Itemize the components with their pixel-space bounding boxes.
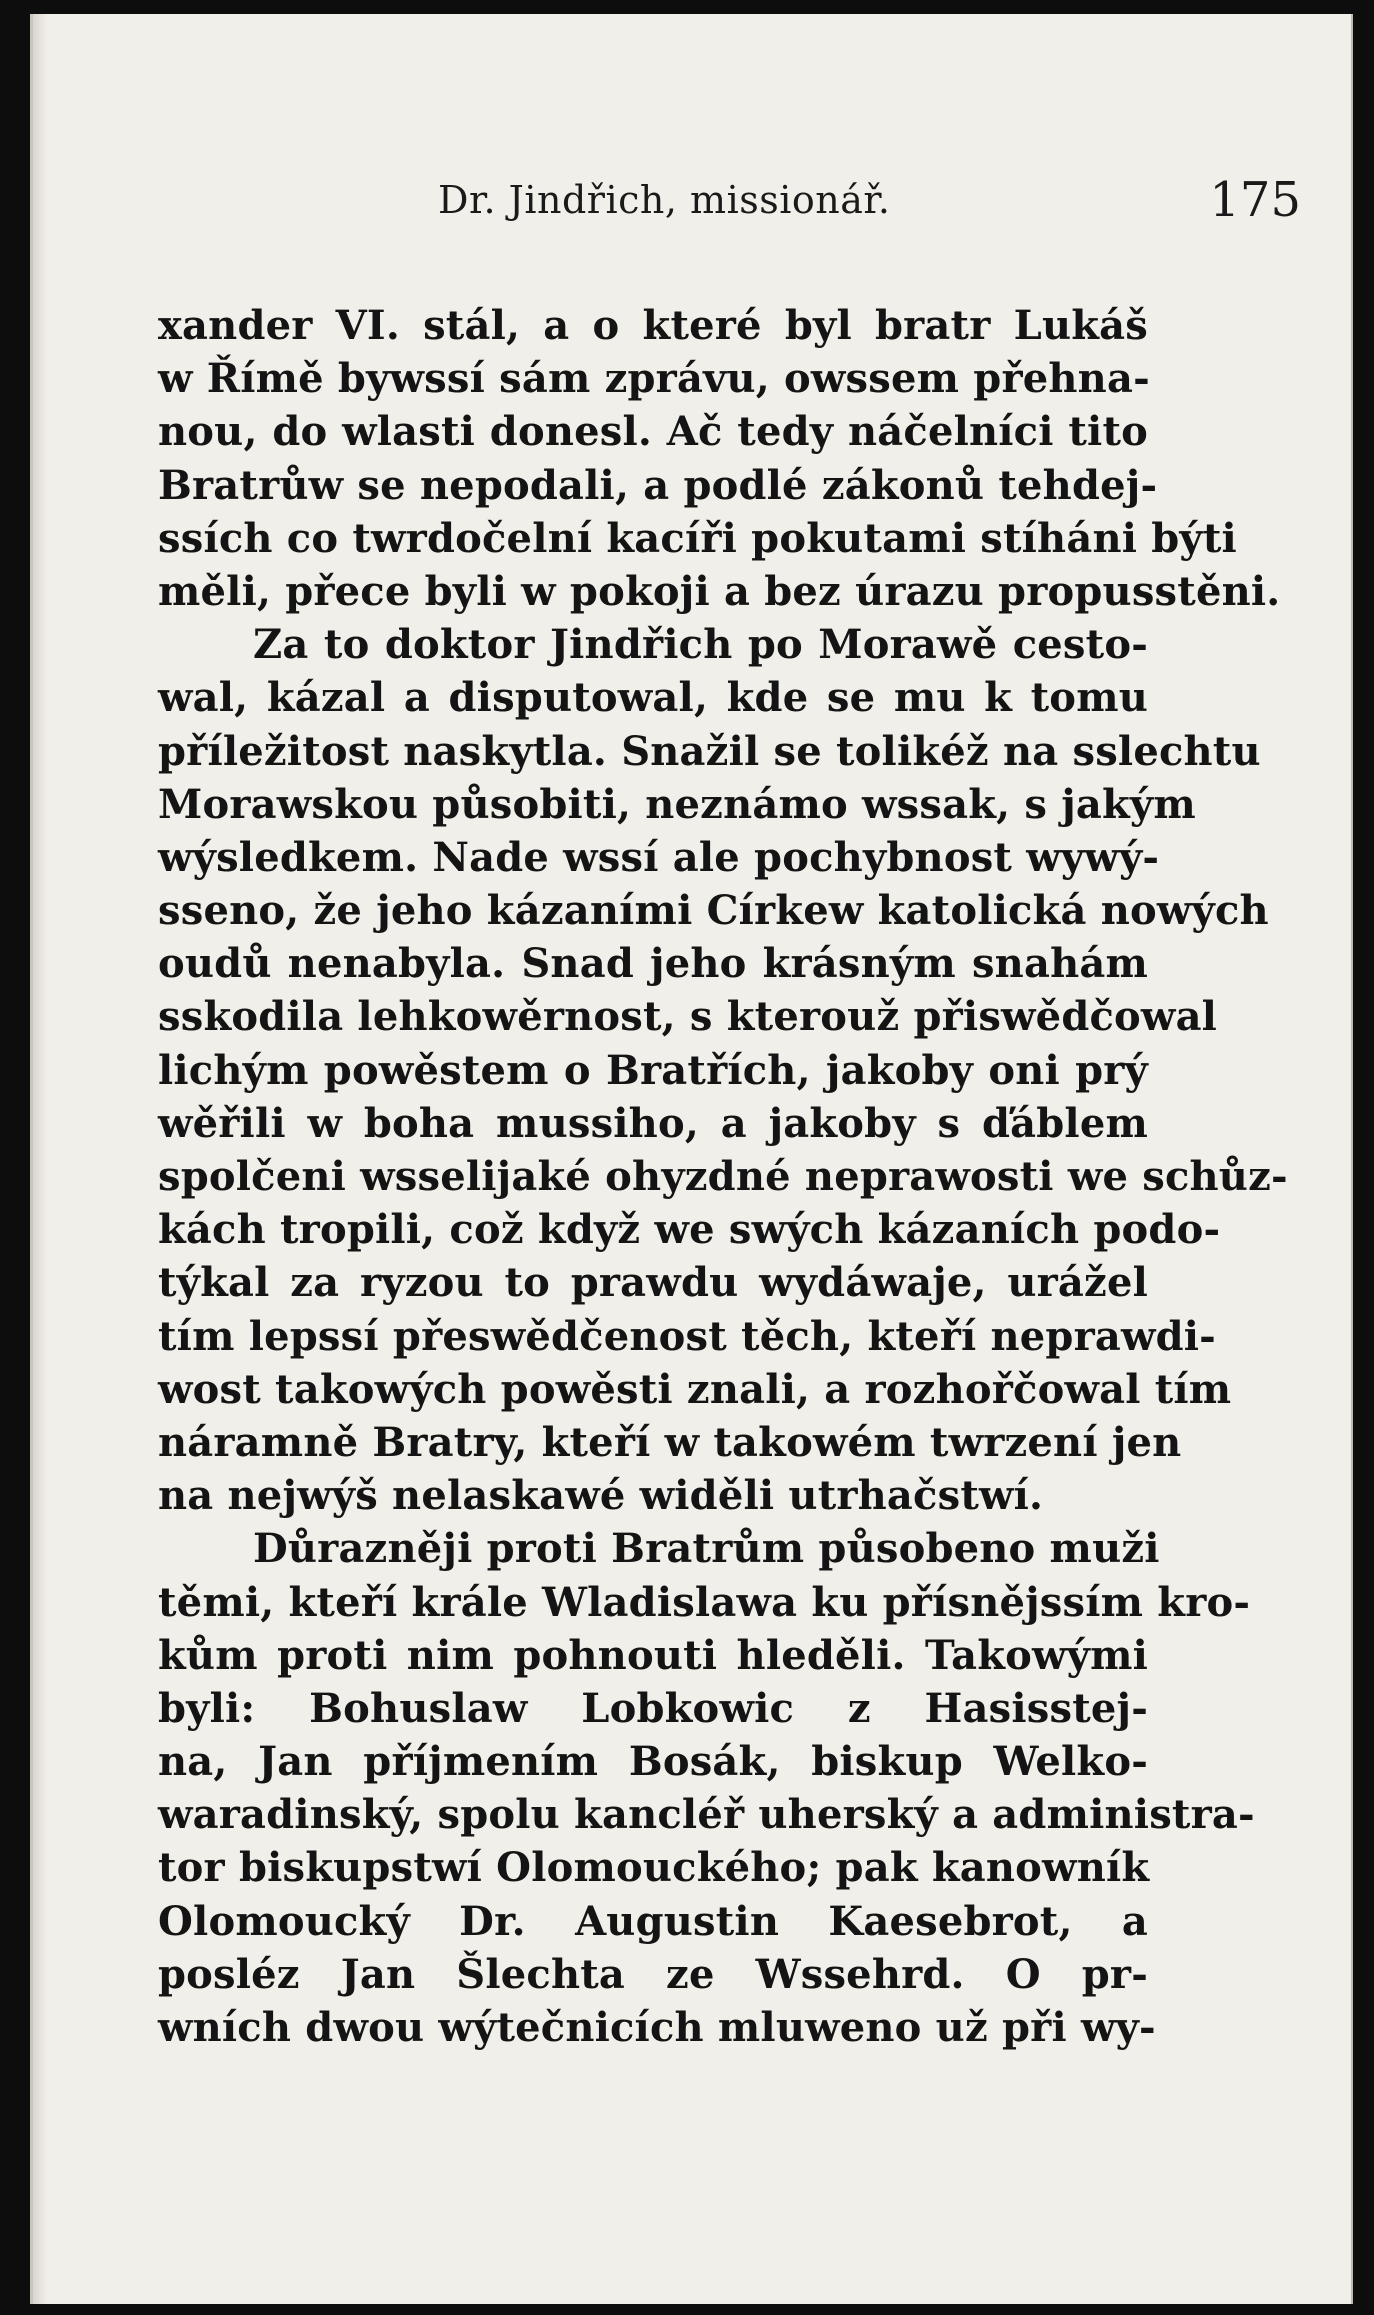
text-line: w Římě bywssí sám zprávu, owssem přehna- [158,355,1150,403]
text-line: nou, do wlasti donesl. Ač tedy náčelníci tito [158,408,1148,456]
text-line: wních dwou wýtečnicích mluweno už při wy- [158,2004,1156,2051]
text-line: Bratrůw se nepodali, a podlé zákonů tehdej- [158,461,1158,509]
book-page [30,14,1353,2304]
text-line: ssích co twrdočelní kacíři pokutami stíháni býti [158,514,1237,562]
text-line: byli: Bohuslaw Lobkowic z Hasisstej- [158,1684,1148,1732]
text-line: wěřili w boha mussiho, a jakoby s ďáblem [158,1099,1148,1147]
text-line: Olomoucký Dr. Augustin Kaesebrot, a [158,1897,1148,1945]
text-line: spolčeni wsselijaké ohyzdné neprawosti we schůz- [158,1153,1288,1200]
text-line: týkal za ryzou to prawdu wydáwaje, urážel [158,1259,1148,1307]
text-line: příležitost naskytla. Snažil se tolikéž na sslechtu [158,727,1261,775]
page-number: 175 [1209,172,1301,228]
text-line: těmi, kteří krále Wladislawa ku přísnějssím kro- [158,1578,1251,1626]
text-line: wýsledkem. Nade wssí ale pochybnost wywý- [158,833,1160,881]
text-line: posléz Jan Šlechta ze Wssehrd. O pr- [158,1950,1148,1998]
running-title: Dr. Jindřich, missionář. [438,178,891,222]
page-header [113,164,1301,234]
text-line: kům proti nim pohnouti hleděli. Takowými [158,1631,1148,1679]
text-line: tor biskupstwí Olomouckého; pak kanowník [158,1844,1150,1892]
text-line: kách tropili, což když we swých kázaních podo- [158,1206,1221,1254]
text-line: náramně Bratry, kteří w takowém twrzení jen [158,1418,1182,1466]
text-line: tím lepssí přeswědčenost těch, kteří neprawdi- [158,1312,1216,1360]
text-line: wal, kázal a disputowal, kde se mu k tomu [158,674,1148,722]
text-line: waradinský, spolu kancléř uherský a administra- [158,1791,1255,1839]
text-line: Morawskou působiti, neznámo wssak, s jakým [158,780,1196,828]
body-text [158,299,1288,2054]
text-line: sskodila lehkowěrnost, s kterouž přiswědčowal [158,993,1218,1041]
paragraph-start-line: Důrazněji proti Bratrům působeno muži [253,1525,1160,1573]
text-line: měli, přece byli w pokoji a bez úrazu propusstěni. [158,567,1281,615]
paragraph-start-line: Za to doktor Jindřich po Morawě cesto- [253,621,1148,669]
text-line: sseno, že jeho kázaními Církew katolická nowých [158,887,1269,935]
text-line: oudů nenabyla. Snad jeho krásným snahám [158,940,1148,988]
text-line: lichým powěstem o Bratřích, jakoby oni prý [158,1046,1148,1094]
text-line: na, Jan příjmením Bosák, biskup Welko- [158,1738,1148,1786]
text-line: na nejwýš nelaskawé widěli utrhačstwí. [158,1472,1044,1520]
text-line: xander VI. stál, a o které byl bratr Lukáš [158,302,1148,349]
text-line: wost takowých powěsti znali, a rozhořčowal tím [158,1365,1232,1413]
